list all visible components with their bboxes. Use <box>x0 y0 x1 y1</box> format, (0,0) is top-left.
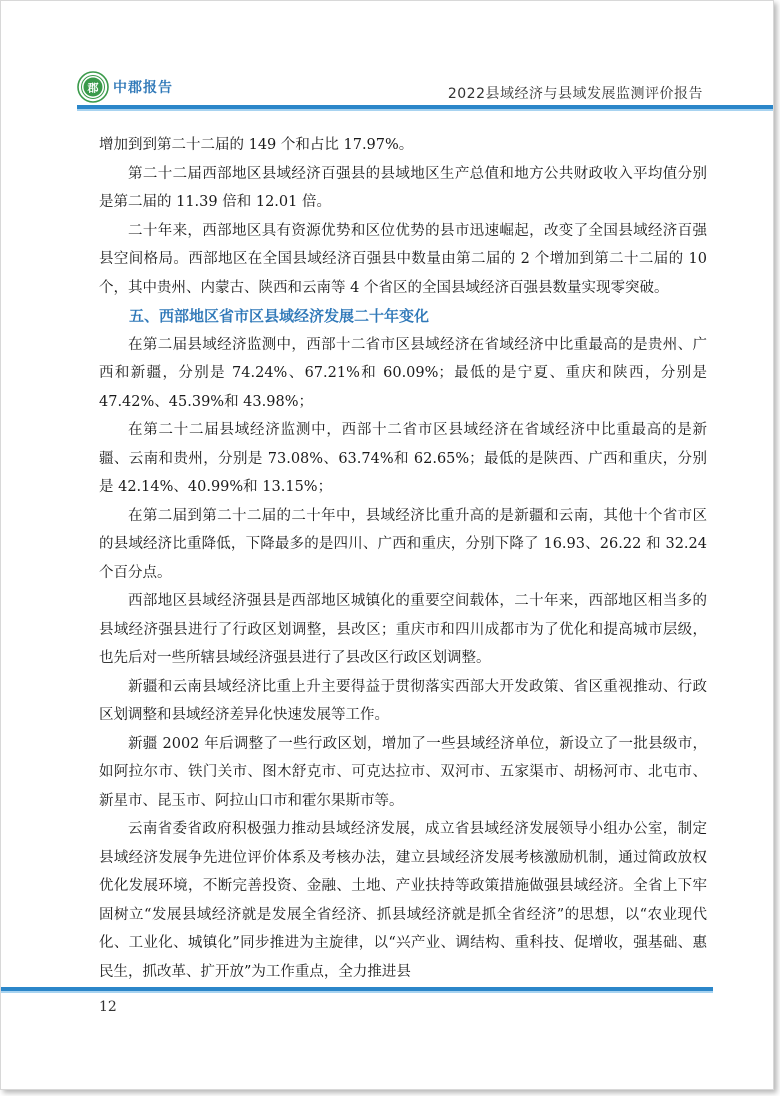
brand-name: 中郡报告 <box>113 80 173 96</box>
paragraph: 在第二届县域经济监测中，西部十二省市区县域经济在省域经济中比重最高的是贵州、广西和新疆，分别是 74.24%、67.21%和 60.09%；最低的是宁夏、重庆和陕西，分别是 47.42%、45.39%和 43.98%； <box>99 336 707 410</box>
page-header <box>1 1 773 115</box>
paragraph: 云南省委省政府积极强力推动县域经济发展，成立省县域经济发展领导小组办公室，制定县域经济发展争先进位评价体系及考核办法，建立县域经济发展考核激励机制，通过简政放权优化发展环境，不断完善投资、金融、土地、产业扶持等政策措施做强县域经济。全省上下牢固树立“发展县域经济就是发展全省经济、抓县域经济就是抓全省经济”的思想，以“农业现代化、工业化、城镇化”同步推进为主旋律，以“兴产业、调结构、重科技、促增收，强基础、惠民生，抓改革、扩开放”为工作重点，全力推进县 <box>99 821 707 980</box>
footer-divider <box>1 987 713 993</box>
paragraph: 在第二届到第二十二届的二十年中，县域经济比重升高的是新疆和云南，其他十个省市区的县域经济比重降低，下降最多的是四川、广西和重庆，分别下降了 16.93、26.22 和 32.24 个百分点。 <box>99 507 707 581</box>
paragraph: 西部地区县域经济强县是西部地区城镇化的重要空间载体，二十年来，西部地区相当多的县域经济强县进行了行政区划调整，县改区；重庆市和四川成都市为了优化和提高城市层级，也先后对一些所辖县域经济强县进行了县改区行政区划调整。 <box>99 593 707 666</box>
header-divider <box>77 105 774 111</box>
paragraph: 新疆 2002 年后调整了一些行政区划，增加了一些县域经济单位，新设立了一批县级市，如阿拉尔市、铁门关市、图木舒克市、可克达拉市、双河市、五家渠市、胡杨河市、北屯市、新星市、昆玉市、阿拉山口市和霍尔果斯市等。 <box>99 735 707 809</box>
zhongjun-logo-icon <box>77 71 109 103</box>
paragraph: 增加到到第二十二届的 149 个和占比 17.97%。 <box>99 137 414 153</box>
report-title: 2022县域经济与县域发展监测评价报告 <box>447 86 703 102</box>
logo-character: 郡 <box>87 81 99 95</box>
page-number: 12 <box>99 999 117 1015</box>
section-heading: 五、西部地区省市区县域经济发展二十年变化 <box>129 307 430 325</box>
paragraph: 在第二十二届县域经济监测中，西部十二省市区县域经济在省域经济中比重最高的是新疆、云南和贵州，分别是 73.08%、63.74%和 62.65%；最低的是陕西、广西和重庆，分别是 42.14%、40.99%和 13.15%； <box>99 422 707 495</box>
paragraph: 二十年来，西部地区具有资源优势和区位优势的县市迅速崛起，改变了全国县域经济百强县空间格局。西部地区在全国县域经济百强县中数量由第二届的 2 个增加到第二十二届的 10 个，其中贵州、内蒙古、陕西和云南等 4 个省区的全国县域经济百强县数量实现零突破。 <box>99 222 707 296</box>
page-body <box>99 131 707 986</box>
paragraph: 新疆和云南县域经济比重上升主要得益于贯彻落实西部大开发政策、省区重视推动、行政区划调整和县域经济差异化快速发展等工作。 <box>99 678 707 723</box>
paragraph: 第二十二届西部地区县域经济百强县的县域地区生产总值和地方公共财政收入平均值分别是第二届的 11.39 倍和 12.01 倍。 <box>99 165 707 210</box>
